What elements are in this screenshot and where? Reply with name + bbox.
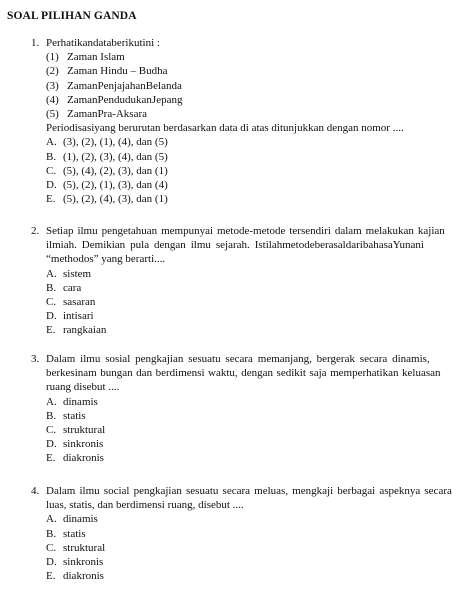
list-item-text: ZamanPenjajahanBelanda	[67, 79, 182, 92]
option-label: A.	[46, 267, 57, 280]
option-text: (5), (2), (1), (3), dan (4)	[63, 179, 168, 192]
option-text: struktural	[63, 541, 106, 554]
list-item	[46, 93, 456, 107]
answer-option-e[interactable]	[46, 192, 456, 206]
answer-option-c[interactable]	[46, 423, 456, 437]
question-number: 1.	[31, 37, 40, 49]
option-label: A.	[46, 513, 57, 526]
question-text-line: berkesinam bungan dan berdimensi waktu, dengan sedikit saja memperhatikan keluasan	[46, 367, 441, 380]
question-body	[46, 36, 456, 206]
option-label: D.	[46, 179, 57, 192]
enumerated-list	[46, 50, 456, 121]
option-text: rangkaian	[63, 324, 107, 337]
option-text: (1), (2), (3), (4), dan (5)	[63, 150, 168, 163]
list-item-text: Zaman Hindu – Budha	[67, 65, 168, 78]
list-item	[46, 64, 456, 78]
option-label: E.	[46, 452, 56, 465]
option-label: A.	[46, 395, 57, 408]
option-text: dinamis	[63, 395, 98, 408]
option-label: E.	[46, 570, 56, 583]
option-label: B.	[46, 281, 57, 294]
option-label: D.	[46, 556, 57, 569]
question-number: 4.	[31, 485, 40, 497]
option-text: sasaran	[63, 296, 96, 309]
answer-option-e[interactable]	[46, 323, 456, 337]
answer-option-b[interactable]	[46, 409, 456, 423]
option-text: (3), (2), (1), (4), dan (5)	[63, 136, 168, 149]
option-text: diakronis	[63, 570, 104, 583]
question-text-line: luas, statis, dan berdimensi ruang, disebut ....	[46, 499, 244, 512]
question-stem: Perhatikandataberikutini :	[46, 37, 160, 49]
answer-option-c[interactable]	[46, 541, 456, 555]
answer-option-e[interactable]	[46, 569, 456, 583]
answer-option-d[interactable]	[46, 309, 456, 323]
option-label: B.	[46, 150, 57, 163]
list-item-text: ZamanPra-Aksara	[67, 108, 148, 121]
option-text: intisari	[63, 310, 94, 323]
list-item-label: (4)	[46, 93, 59, 106]
question-text-line: Setiap ilmu pengetahuan mempunyai metode-metode tersendiri dalam melakukan kajian	[46, 225, 445, 237]
list-item-label: (5)	[46, 108, 59, 121]
option-text: statis	[63, 527, 86, 540]
list-item-text: Zaman Islam	[67, 51, 125, 64]
answer-option-b[interactable]	[46, 281, 456, 295]
option-text: sinkronis	[63, 438, 104, 451]
option-text: sistem	[63, 267, 92, 280]
option-label: B.	[46, 409, 57, 422]
option-text: cara	[63, 281, 82, 294]
question-text-line: ruang disebut ....	[46, 381, 120, 394]
option-label: B.	[46, 527, 57, 540]
option-label: C.	[46, 541, 57, 554]
list-item-label: (1)	[46, 51, 59, 64]
answer-option-a[interactable]	[46, 512, 456, 526]
answer-option-a[interactable]	[46, 395, 456, 409]
question-text-line: “methodos” yang berarti....	[46, 253, 166, 266]
list-item	[46, 107, 456, 121]
option-label: E.	[46, 193, 56, 206]
option-text: (5), (4), (2), (3), dan (1)	[63, 164, 168, 177]
option-text: diakronis	[63, 452, 104, 465]
question-text-line: Dalam ilmu social pengkajian sesuatu secara meluas, mengkaji berbagai aspeknya secara	[46, 485, 452, 497]
option-label: C.	[46, 424, 57, 437]
question-text-line: Dalam ilmu sosial pengkajian sesuatu secara memanjang, bergerak secara dinamis,	[46, 353, 430, 365]
question-number: 3.	[31, 353, 40, 365]
option-text: statis	[63, 409, 86, 422]
option-label: D.	[46, 310, 57, 323]
answer-option-d[interactable]	[46, 437, 456, 451]
answer-option-a[interactable]	[46, 135, 456, 149]
answer-option-e[interactable]	[46, 451, 456, 465]
answer-option-a[interactable]	[46, 267, 456, 281]
question-prompt: Periodisasiyang berurutan berdasarkan data di atas ditunjukkan dengan nomor ....	[46, 122, 404, 135]
page-title: SOAL PILIHAN GANDA	[7, 10, 137, 22]
list-item-label: (2)	[46, 65, 59, 78]
option-label: A.	[46, 136, 57, 149]
answer-option-d[interactable]	[46, 178, 456, 192]
list-item	[46, 50, 456, 64]
answer-option-c[interactable]	[46, 164, 456, 178]
question-number: 2.	[31, 225, 40, 237]
list-item	[46, 79, 456, 93]
option-label: D.	[46, 438, 57, 451]
option-text: sinkronis	[63, 556, 104, 569]
question-text-line: ilmiah. Demikian pula dengan ilmu sejarah. IstilahmetodeberasaldaribahasaYunani	[46, 239, 424, 252]
option-label: E.	[46, 324, 56, 337]
list-item-label: (3)	[46, 79, 59, 92]
question-body	[46, 484, 456, 583]
option-label: C.	[46, 164, 57, 177]
option-text: (5), (2), (4), (3), dan (1)	[63, 193, 168, 206]
option-text: struktural	[63, 424, 106, 437]
list-item-text: ZamanPendudukanJepang	[67, 93, 183, 106]
question-body	[46, 224, 456, 338]
answer-option-b[interactable]	[46, 527, 456, 541]
option-text: dinamis	[63, 513, 98, 526]
answer-option-c[interactable]	[46, 295, 456, 309]
option-label: C.	[46, 296, 57, 309]
question-body	[46, 352, 456, 466]
answer-option-d[interactable]	[46, 555, 456, 569]
answer-option-b[interactable]	[46, 150, 456, 164]
